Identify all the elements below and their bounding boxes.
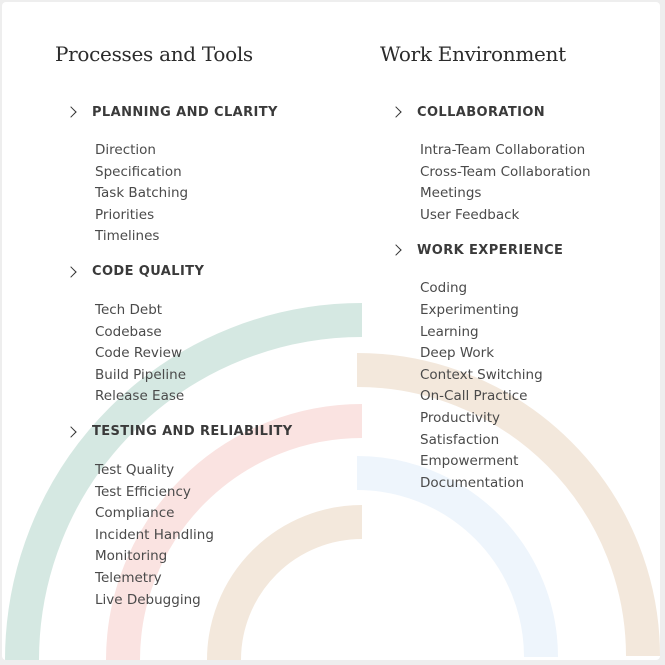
list-item[interactable]: Cross-Team Collaboration [420, 163, 591, 180]
list-item[interactable]: Code Review [95, 345, 183, 362]
column-title: Work Environment [380, 42, 566, 66]
list-item[interactable]: Test Quality [95, 461, 175, 478]
list-item[interactable]: User Feedback [420, 206, 520, 223]
list-item[interactable]: Tech Debt [95, 301, 163, 318]
column-work-environment [380, 40, 591, 508]
section-label: WORK EXPERIENCE [417, 242, 564, 258]
chevron-right-icon [65, 266, 76, 277]
list-item[interactable]: Priorities [95, 206, 155, 223]
item-list [55, 140, 293, 248]
list-item[interactable]: Build Pipeline [95, 366, 187, 383]
section-testing-and-reliability [55, 422, 293, 611]
list-item[interactable]: Satisfaction [420, 431, 500, 448]
section-label: CODE QUALITY [92, 264, 205, 280]
list-item[interactable]: Incident Handling [95, 526, 214, 543]
list-item[interactable]: Intra-Team Collaboration [420, 142, 586, 158]
list-item[interactable]: Coding [420, 280, 468, 297]
list-item[interactable]: Task Batching [95, 185, 189, 202]
section-header[interactable] [67, 422, 293, 442]
content-card [2, 2, 660, 660]
list-item[interactable]: Deep Work [420, 345, 495, 362]
item-list [55, 300, 293, 408]
list-item[interactable]: Experimenting [420, 301, 519, 318]
section-header[interactable] [67, 262, 293, 282]
chevron-right-icon [390, 245, 401, 256]
list-item[interactable]: Codebase [95, 323, 162, 340]
list-item[interactable]: Monitoring [95, 548, 168, 565]
list-item[interactable]: Compliance [95, 505, 175, 522]
list-item[interactable]: Release Ease [95, 388, 185, 405]
column-title: Processes and Tools [55, 42, 253, 66]
item-list [380, 278, 591, 494]
list-item[interactable]: Direction [95, 142, 156, 158]
list-item[interactable]: Empowerment [420, 453, 519, 470]
list-item[interactable]: Meetings [420, 185, 482, 202]
chevron-right-icon [65, 106, 76, 117]
section-header[interactable] [392, 102, 591, 122]
list-item[interactable]: Live Debugging [95, 591, 201, 608]
section-header[interactable] [392, 240, 591, 260]
section-label: PLANNING AND CLARITY [92, 104, 278, 120]
list-item[interactable]: Timelines [95, 228, 160, 245]
list-item[interactable]: Test Efficiency [95, 483, 191, 500]
chevron-right-icon [65, 426, 76, 437]
section-header[interactable] [67, 102, 293, 122]
section-work-experience [380, 240, 591, 494]
list-item[interactable]: Telemetry [95, 569, 162, 586]
section-code-quality [55, 262, 293, 408]
section-planning-and-clarity [55, 102, 293, 248]
section-label: TESTING AND RELIABILITY [92, 424, 293, 440]
list-item[interactable]: Learning [420, 323, 479, 340]
column-processes-and-tools [55, 40, 293, 625]
list-item[interactable]: Documentation [420, 474, 525, 491]
item-list [380, 140, 591, 226]
item-list [55, 460, 293, 611]
chevron-right-icon [390, 106, 401, 117]
list-item[interactable]: Specification [95, 163, 182, 180]
list-item[interactable]: On-Call Practice [420, 388, 528, 405]
list-item[interactable]: Context Switching [420, 366, 543, 383]
section-label: COLLABORATION [417, 104, 546, 120]
section-collaboration [380, 102, 591, 226]
list-item[interactable]: Productivity [420, 409, 501, 426]
